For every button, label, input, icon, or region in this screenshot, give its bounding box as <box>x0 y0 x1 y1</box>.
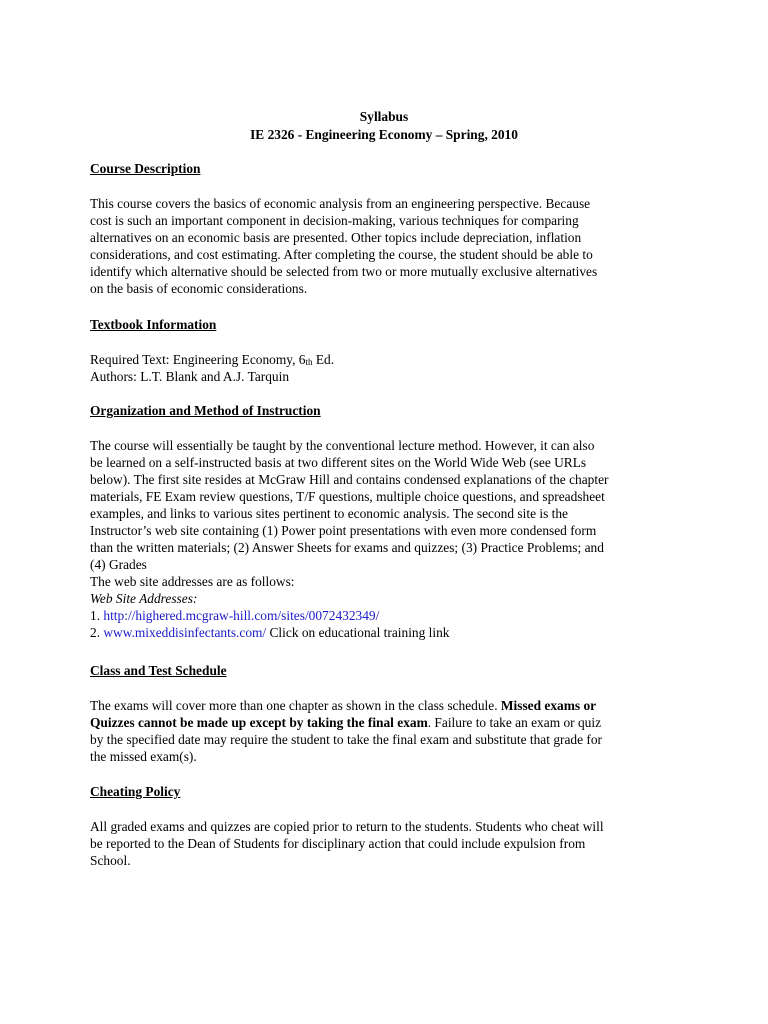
schedule-heading: Class and Test Schedule <box>90 663 227 678</box>
title-line-2: IE 2326 - Engineering Economy – Spring, 2010 <box>250 127 518 142</box>
course-description-line: on the basis of economic considerations. <box>90 281 308 296</box>
schedule-line: by the specified date may require the student to take the final exam and substitute that grade for <box>90 732 603 747</box>
required-text-prefix: Required Text: Engineering Economy, 6 <box>90 352 306 367</box>
cheating-line: School. <box>90 853 131 868</box>
organization-line: be learned on a self-instructed basis at two different sites on the World Wide Web (see URLs <box>90 455 587 470</box>
organization-line: Instructor’s web site containing (1) Power point presentations with even more condensed form <box>90 523 597 538</box>
required-text-suffix: Ed. <box>312 352 335 367</box>
organization-line: The course will essentially be taught by the conventional lecture method. However, it can also <box>90 438 595 453</box>
cheating-heading: Cheating Policy <box>90 784 181 799</box>
authors-line: Authors: L.T. Blank and A.J. Tarquin <box>90 369 290 384</box>
organization-line: examples, and links to various sites pertinent to economic analysis. The second site is the <box>90 506 568 521</box>
schedule-text: . Failure to take an exam or quiz <box>427 715 602 730</box>
mcgraw-hill-link[interactable]: http://highered.mcgraw-hill.com/sites/0072432349/ <box>103 608 380 623</box>
schedule-line <box>90 697 596 714</box>
web-site-item-2 <box>90 624 450 641</box>
organization-line: The web site addresses are as follows: <box>90 574 295 589</box>
course-description-line: identify which alternative should be selected from two or more mutually exclusive alternatives <box>90 264 598 279</box>
textbook-heading: Textbook Information <box>90 317 217 332</box>
course-description-line: alternatives on an economic basis are presented. Other topics include depreciation, inflation <box>90 230 582 245</box>
course-description-heading: Course Description <box>90 161 201 176</box>
mixed-disinfectants-link[interactable]: www.mixeddisinfectants.com/ <box>103 625 267 640</box>
web-site-number: 1. <box>90 608 104 623</box>
schedule-bold-text: Missed exams or <box>500 698 597 713</box>
web-site-number: 2. <box>90 625 104 640</box>
edition-superscript: th <box>305 357 313 367</box>
web-site-item-1 <box>90 607 379 624</box>
organization-line: below). The first site resides at McGraw Hill and contains condensed explanations of the chapter <box>90 472 609 487</box>
cheating-line: be reported to the Dean of Students for disciplinary action that could include expulsion from <box>90 836 586 851</box>
web-site-note: Click on educational training link <box>266 625 450 640</box>
organization-heading: Organization and Method of Instruction <box>90 403 321 418</box>
organization-line: (4) Grades <box>90 557 147 572</box>
schedule-text: The exams will cover more than one chapter as shown in the class schedule. <box>90 698 501 713</box>
course-description-line: This course covers the basics of economic analysis from an engineering perspective. Because <box>90 196 591 211</box>
schedule-line: the missed exam(s). <box>90 749 197 764</box>
title-line-1: Syllabus <box>359 109 409 124</box>
course-description-line: cost is such an important component in decision-making, various techniques for comparing <box>90 213 579 228</box>
schedule-line <box>90 714 601 731</box>
course-description-line: considerations, and cost estimating. After completing the course, the student should be able to <box>90 247 593 262</box>
organization-line: materials, FE Exam review questions, T/F questions, multiple choice questions, and spreadsheet <box>90 489 605 504</box>
schedule-bold-text: Quizzes cannot be made up except by taking the final exam <box>90 715 428 730</box>
cheating-line: All graded exams and quizzes are copied prior to return to the students. Students who cheat will <box>90 819 604 834</box>
organization-line: than the written materials; (2) Answer Sheets for exams and quizzes; (3) Practice Problems; and <box>90 540 604 555</box>
web-addresses-label: Web Site Addresses: <box>90 591 198 606</box>
